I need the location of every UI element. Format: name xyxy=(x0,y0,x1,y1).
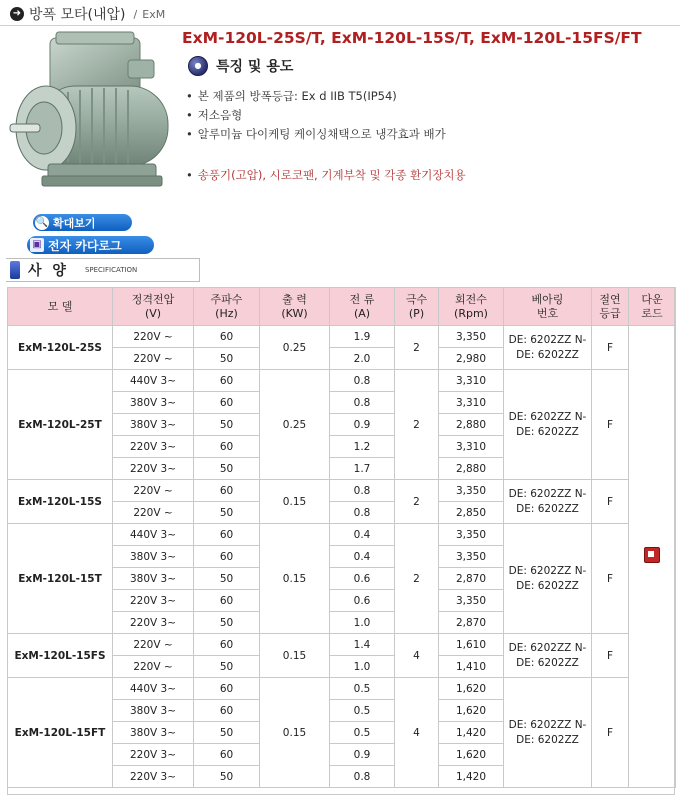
current-cell: 1.0 xyxy=(330,656,395,678)
column-header-label: 출 력 xyxy=(282,292,307,306)
breadcrumb-separator: / xyxy=(133,7,138,21)
frequency-cell: 60 xyxy=(194,480,260,502)
voltage-cell: 220V ~ xyxy=(113,502,194,524)
voltage-cell: 440V 3~ xyxy=(113,524,194,546)
column-header-label: 등급 xyxy=(599,306,621,320)
breadcrumb-title: 방폭 모타(내압) xyxy=(29,7,126,23)
current-cell: 0.6 xyxy=(330,568,395,590)
table-header-row xyxy=(8,288,676,326)
table-row xyxy=(8,370,676,392)
current-cell: 1.0 xyxy=(330,612,395,634)
column-header xyxy=(395,288,439,326)
catalog-button-label: 전자 카다로그 xyxy=(48,238,122,253)
rpm-cell: 3,350 xyxy=(439,546,504,568)
column-header-label: 번호 xyxy=(536,306,559,320)
frequency-cell: 60 xyxy=(194,436,260,458)
frequency-cell: 60 xyxy=(194,678,260,700)
frequency-cell: 60 xyxy=(194,744,260,766)
rpm-cell: 1,420 xyxy=(439,766,504,788)
column-header-label: 전 류 xyxy=(349,292,375,306)
bearing-cell: DE: 6202ZZ N-DE: 6202ZZ xyxy=(504,524,592,634)
column-header-label: 주파수 xyxy=(210,292,243,306)
rpm-cell: 3,350 xyxy=(439,524,504,546)
voltage-cell: 380V 3~ xyxy=(113,414,194,436)
download-cell xyxy=(629,326,676,788)
column-header-label: (V) xyxy=(144,306,162,320)
rpm-cell: 3,310 xyxy=(439,436,504,458)
rpm-cell: 2,850 xyxy=(439,502,504,524)
magnifier-icon: 🔍 xyxy=(35,216,49,228)
frequency-cell: 50 xyxy=(194,766,260,788)
voltage-cell: 380V 3~ xyxy=(113,392,194,414)
spec-title: 사 양 xyxy=(28,263,69,279)
poles-cell: 4 xyxy=(395,634,439,678)
column-header-label: (P) xyxy=(408,306,425,320)
frequency-cell: 60 xyxy=(194,370,260,392)
zoom-button[interactable] xyxy=(33,214,132,231)
bullet-circle-icon: ● xyxy=(188,56,208,76)
frequency-cell: 50 xyxy=(194,458,260,480)
rpm-cell: 1,610 xyxy=(439,634,504,656)
output-cell: 0.15 xyxy=(260,480,330,524)
spec-table xyxy=(7,287,676,788)
frequency-cell: 60 xyxy=(194,326,260,348)
table-row xyxy=(8,678,676,700)
current-cell: 0.6 xyxy=(330,590,395,612)
rpm-cell: 3,350 xyxy=(439,326,504,348)
column-header xyxy=(592,288,629,326)
current-cell: 0.4 xyxy=(330,524,395,546)
feature-item: • 본 제품의 방폭등급: Ex d IIB T5(IP54) xyxy=(186,88,397,104)
voltage-cell: 220V 3~ xyxy=(113,436,194,458)
model-cell: ExM-120L-25S xyxy=(8,326,113,370)
insulation-cell: F xyxy=(592,678,629,788)
frequency-cell: 50 xyxy=(194,612,260,634)
bearing-cell: DE: 6202ZZ N-DE: 6202ZZ xyxy=(504,326,592,370)
current-cell: 0.9 xyxy=(330,414,395,436)
current-cell: 0.8 xyxy=(330,480,395,502)
motor-image[interactable] xyxy=(8,30,180,208)
spec-bar-icon xyxy=(10,261,20,279)
insulation-cell: F xyxy=(592,370,629,480)
column-header-label: (A) xyxy=(353,306,371,320)
voltage-cell: 220V 3~ xyxy=(113,590,194,612)
poles-cell: 2 xyxy=(395,524,439,634)
output-cell: 0.15 xyxy=(260,678,330,788)
rpm-cell: 1,620 xyxy=(439,700,504,722)
current-cell: 1.9 xyxy=(330,326,395,348)
frequency-cell: 60 xyxy=(194,590,260,612)
voltage-cell: 220V 3~ xyxy=(113,458,194,480)
column-header-label: 회전수 xyxy=(455,292,487,306)
insulation-cell: F xyxy=(592,326,629,370)
spec-title-en: SPECIFICATION xyxy=(84,266,138,274)
usage-item: • 송풍기(고압), 시로코팬, 기계부착 및 각종 환기장치용 xyxy=(186,167,466,183)
voltage-cell: 380V 3~ xyxy=(113,568,194,590)
voltage-cell: 220V 3~ xyxy=(113,766,194,788)
frequency-cell: 60 xyxy=(194,546,260,568)
poles-cell: 2 xyxy=(395,370,439,480)
feature-item: • 저소음형 xyxy=(186,107,242,123)
output-cell: 0.25 xyxy=(260,370,330,480)
poles-cell: 4 xyxy=(395,678,439,788)
frequency-cell: 50 xyxy=(194,348,260,370)
frequency-cell: 50 xyxy=(194,722,260,744)
table-row xyxy=(8,326,676,348)
voltage-cell: 220V ~ xyxy=(113,480,194,502)
voltage-cell: 440V 3~ xyxy=(113,370,194,392)
column-header-label: (KW) xyxy=(281,306,308,320)
current-cell: 0.5 xyxy=(330,700,395,722)
current-cell: 0.4 xyxy=(330,546,395,568)
rpm-cell: 1,620 xyxy=(439,744,504,766)
table-row xyxy=(8,634,676,656)
bearing-cell: DE: 6202ZZ N-DE: 6202ZZ xyxy=(504,480,592,524)
rpm-cell: 3,350 xyxy=(439,590,504,612)
column-header-label: (Rpm) xyxy=(454,306,488,320)
model-cell: ExM-120L-15S xyxy=(8,480,113,524)
output-cell: 0.25 xyxy=(260,326,330,370)
model-cell: ExM-120L-25T xyxy=(8,370,113,480)
current-cell: 1.4 xyxy=(330,634,395,656)
catalog-button[interactable] xyxy=(27,236,154,254)
current-cell: 0.8 xyxy=(330,392,395,414)
column-header xyxy=(330,288,395,326)
poles-cell: 2 xyxy=(395,326,439,370)
breadcrumb-sub: ExM xyxy=(142,7,166,21)
current-cell: 0.8 xyxy=(330,502,395,524)
column-header-label: (Hz) xyxy=(215,306,238,320)
current-cell: 2.0 xyxy=(330,348,395,370)
rpm-cell: 1,420 xyxy=(439,722,504,744)
voltage-cell: 220V ~ xyxy=(113,656,194,678)
insulation-cell: F xyxy=(592,480,629,524)
current-cell: 1.7 xyxy=(330,458,395,480)
column-header-label: 절연 xyxy=(599,292,621,306)
frequency-cell: 50 xyxy=(194,414,260,436)
table-row xyxy=(8,480,676,502)
frequency-cell: 60 xyxy=(194,634,260,656)
rpm-cell: 2,980 xyxy=(439,348,504,370)
arrow-right-icon: ➜ xyxy=(10,7,24,21)
features-heading-label: 특징 및 용도 xyxy=(216,59,294,75)
feature-item: • 알루미늄 다이케팅 케이싱채택으로 냉각효과 배가 xyxy=(186,126,446,142)
voltage-cell: 220V ~ xyxy=(113,348,194,370)
output-cell: 0.15 xyxy=(260,524,330,634)
current-cell: 0.8 xyxy=(330,766,395,788)
rpm-cell: 2,870 xyxy=(439,568,504,590)
current-cell: 0.9 xyxy=(330,744,395,766)
rpm-cell: 2,880 xyxy=(439,414,504,436)
divider xyxy=(0,25,680,26)
voltage-cell: 380V 3~ xyxy=(113,700,194,722)
features-heading xyxy=(188,56,293,76)
column-header xyxy=(260,288,330,326)
output-cell: 0.15 xyxy=(260,634,330,678)
column-header-label: 로드 xyxy=(641,306,663,320)
voltage-cell: 220V 3~ xyxy=(113,612,194,634)
column-header xyxy=(194,288,260,326)
bearing-cell: DE: 6202ZZ N-DE: 6202ZZ xyxy=(504,678,592,788)
voltage-cell: 380V 3~ xyxy=(113,722,194,744)
rpm-cell: 2,870 xyxy=(439,612,504,634)
rpm-cell: 3,310 xyxy=(439,392,504,414)
rpm-cell: 1,620 xyxy=(439,678,504,700)
bearing-cell: DE: 6202ZZ N-DE: 6202ZZ xyxy=(504,370,592,480)
table-row xyxy=(8,524,676,546)
frequency-cell: 50 xyxy=(194,502,260,524)
voltage-cell: 440V 3~ xyxy=(113,678,194,700)
current-cell: 0.5 xyxy=(330,678,395,700)
zoom-button-label: 확대보기 xyxy=(53,216,96,230)
voltage-cell: 380V 3~ xyxy=(113,546,194,568)
frequency-cell: 60 xyxy=(194,392,260,414)
model-cell: ExM-120L-15T xyxy=(8,524,113,634)
rpm-cell: 3,310 xyxy=(439,370,504,392)
model-cell: ExM-120L-15FS xyxy=(8,634,113,678)
column-header xyxy=(113,288,194,326)
column-header-label: 정격전압 xyxy=(131,292,175,306)
column-header-label: 다운 xyxy=(641,292,663,306)
current-cell: 1.2 xyxy=(330,436,395,458)
spec-header xyxy=(6,258,200,282)
frequency-cell: 60 xyxy=(194,524,260,546)
insulation-cell: F xyxy=(592,524,629,634)
column-header-label: 모 델 xyxy=(47,299,73,313)
voltage-cell: 220V ~ xyxy=(113,326,194,348)
catalog-book-icon: ▣ xyxy=(30,238,44,252)
poles-cell: 2 xyxy=(395,480,439,524)
voltage-cell: 220V ~ xyxy=(113,634,194,656)
frequency-cell: 50 xyxy=(194,656,260,678)
column-header xyxy=(629,288,676,326)
rpm-cell: 3,350 xyxy=(439,480,504,502)
frequency-cell: 60 xyxy=(194,700,260,722)
bearing-cell: DE: 6202ZZ N-DE: 6202ZZ xyxy=(504,634,592,678)
voltage-cell: 220V 3~ xyxy=(113,744,194,766)
rpm-cell: 2,880 xyxy=(439,458,504,480)
model-cell: ExM-120L-15FT xyxy=(8,678,113,788)
column-header xyxy=(504,288,592,326)
rpm-cell: 1,410 xyxy=(439,656,504,678)
current-cell: 0.5 xyxy=(330,722,395,744)
column-header-label: 극수 xyxy=(405,292,428,306)
insulation-cell: F xyxy=(592,634,629,678)
product-title: ExM-120L-25S/T, ExM-120L-15S/T, ExM-120L-15FS/FT xyxy=(182,29,642,47)
column-header xyxy=(8,288,113,326)
frequency-cell: 50 xyxy=(194,568,260,590)
column-header-label: 베아링 xyxy=(531,292,564,306)
current-cell: 0.8 xyxy=(330,370,395,392)
download-icon[interactable] xyxy=(644,547,660,563)
column-header xyxy=(439,288,504,326)
breadcrumb xyxy=(10,4,165,24)
